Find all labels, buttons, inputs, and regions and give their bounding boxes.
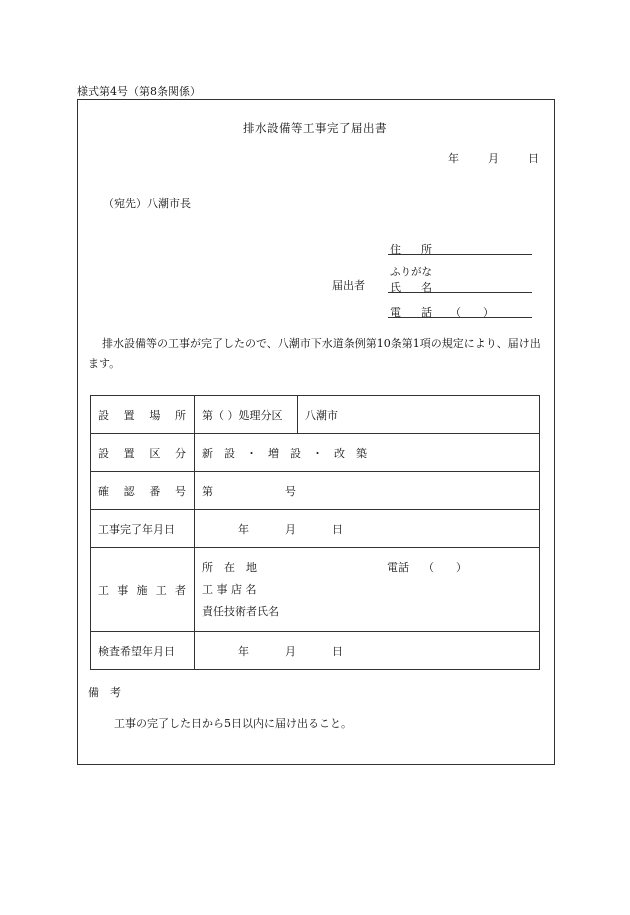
contractor-label: 工 事 施 工 者 [91, 548, 195, 632]
applicant-address-field[interactable] [388, 254, 532, 255]
confirmation-number-field[interactable]: 第 号 [195, 472, 540, 510]
table-row-completion-date [91, 510, 540, 548]
location-city[interactable]: 八潮市 [298, 396, 540, 434]
inspection-date-field[interactable]: 年 月 日 [195, 632, 540, 670]
category-label: 設 置 区 分 [91, 434, 195, 472]
table-row-contractor [91, 548, 540, 632]
info-table [90, 395, 540, 670]
location-label: 設 置 場 所 [91, 396, 195, 434]
applicant-name-label: 氏 名 [390, 281, 432, 294]
applicant-name-field[interactable] [388, 292, 532, 293]
applicant-address-label: 住 所 [390, 243, 432, 256]
table-row-inspection-date [91, 632, 540, 670]
table-row-confirmation [91, 472, 540, 510]
contractor-engineer-name: 責任技術者氏名 [202, 604, 279, 618]
confirmation-label: 確 認 番 号 [91, 472, 195, 510]
applicant-furigana-label: ふりがな [390, 266, 432, 278]
addressee: （宛先）八潮市長 [103, 197, 191, 210]
submission-date[interactable] [448, 150, 539, 166]
completion-date-field[interactable]: 年 月 日 [195, 510, 540, 548]
completion-date-label: 工事完了年月日 [91, 510, 195, 548]
remarks-text: 工事の完了した日から5日以内に届け出ること。 [114, 717, 352, 730]
date-month: 月 [488, 152, 499, 165]
date-year: 年 [448, 152, 459, 165]
document-title: 排水設備等工事完了届出書 [243, 121, 387, 135]
applicant-phone-field[interactable] [388, 317, 532, 318]
location-district[interactable]: 第（ ）処理分区 [195, 396, 298, 434]
contractor-address-row: 所 在 地 電話 （ ） [202, 560, 467, 574]
table-row-location [91, 396, 540, 434]
remarks-heading: 備 考 [88, 686, 121, 699]
form-number-label: 様式第4号（第8条関係） [77, 85, 201, 98]
inspection-date-label: 検査希望年月日 [91, 632, 195, 670]
category-options[interactable]: 新 設 ・ 増 設 ・ 改 築 [195, 434, 540, 472]
applicant-label: 届出者 [332, 279, 365, 292]
applicant-phone-label: 電 話 （ ） [390, 306, 494, 319]
statement-text: 排水設備等の工事が完了したので、八潮市下水道条例第10条第1項の規定により、届け出ます。 [88, 337, 541, 370]
contractor-shop-name: 工 事 店 名 [202, 582, 257, 596]
table-row-category [91, 434, 540, 472]
contractor-details[interactable] [195, 548, 540, 632]
date-day: 日 [528, 152, 539, 165]
